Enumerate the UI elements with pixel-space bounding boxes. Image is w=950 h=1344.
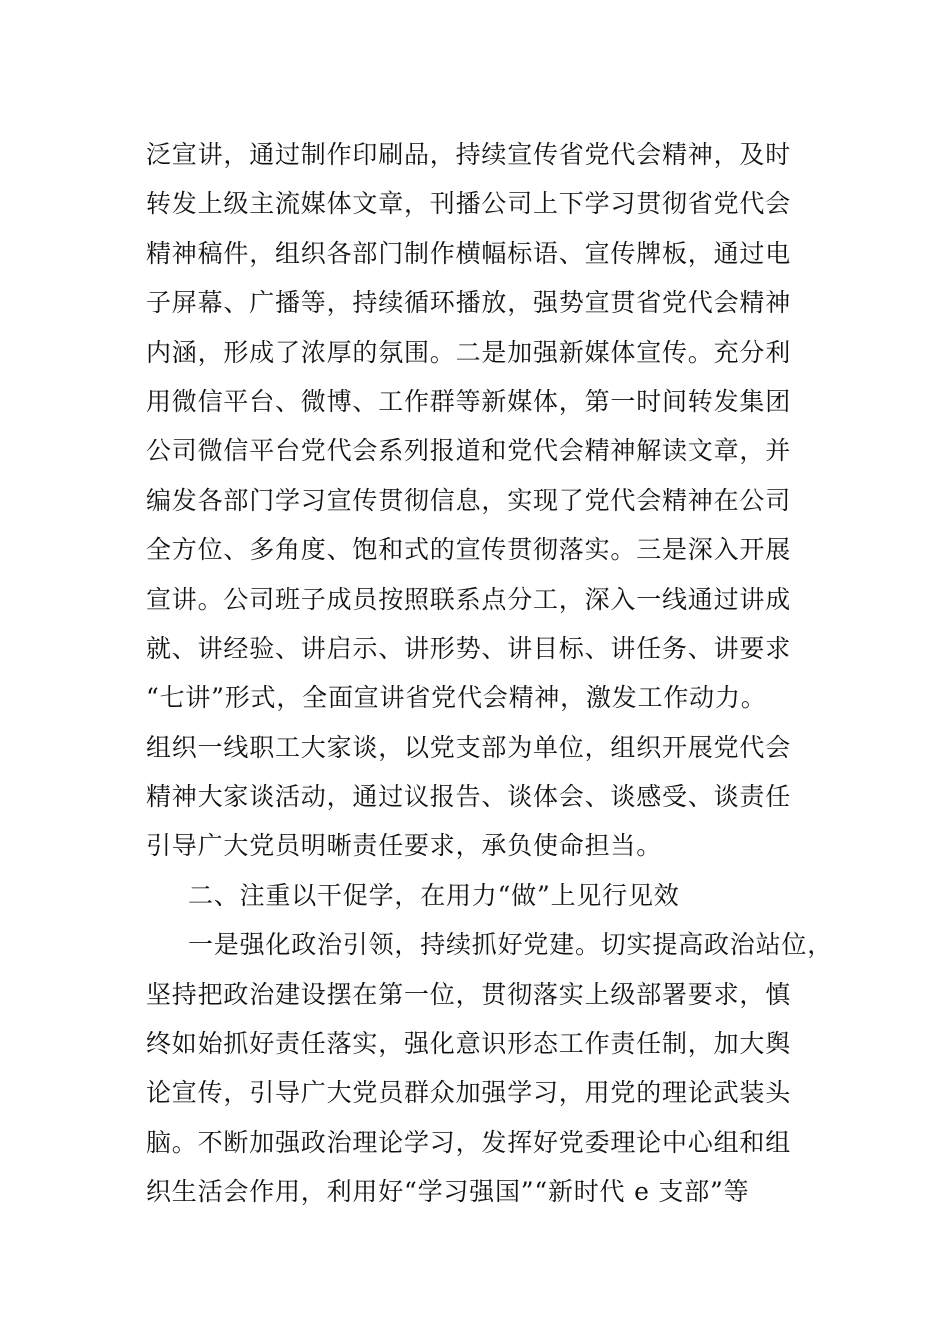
text-line: 引导广大党员明晰责任要求，承负使命担当。 xyxy=(146,831,663,861)
text-line: 精神大家谈活动，通过议报告、谈体会、谈感受、谈责任 xyxy=(146,782,792,812)
text-line: “七讲”形式，全面宣讲省党代会精神，激发工作动力。 xyxy=(146,683,767,713)
text-line: 全方位、多角度、饱和式的宣传贯彻落实。三是深入开展 xyxy=(146,535,792,565)
paragraph-first-line: 一是强化政治引领，持续抓好党建。切实提高政治站位， xyxy=(188,930,834,960)
text-line: 终如始抓好责任落实，强化意识形态工作责任制，加大舆 xyxy=(146,1029,792,1059)
text-line: 宣讲。公司班子成员按照联系点分工，深入一线通过讲成 xyxy=(146,584,792,614)
section-heading: 二、注重以干促学，在用力“做”上见行见效 xyxy=(188,880,680,910)
text-line: 用微信平台、微博、工作群等新媒体，第一时间转发集团 xyxy=(146,386,792,416)
text-line: 编发各部门学习宣传贯彻信息，实现了党代会精神在公司 xyxy=(146,485,792,515)
text-line: 就、讲经验、讲启示、讲形势、讲目标、讲任务、讲要求 xyxy=(146,633,792,663)
text-line: 公司微信平台党代会系列报道和党代会精神解读文章，并 xyxy=(146,436,792,466)
text-line: 子屏幕、广播等，持续循环播放，强势宣贯省党代会精神 xyxy=(146,288,792,318)
text-line: 内涵，形成了浓厚的氛围。二是加强新媒体宣传。充分利 xyxy=(146,337,792,367)
text-line: 组织一线职工大家谈，以党支部为单位，组织开展党代会 xyxy=(146,732,792,762)
text-line: 转发上级主流媒体文章，刊播公司上下学习贯彻省党代会 xyxy=(146,189,792,219)
text-line: 泛宣讲，通过制作印刷品，持续宣传省党代会精神，及时 xyxy=(146,140,792,169)
text-line: 坚持把政治建设摆在第一位，贯彻落实上级部署要求，慎 xyxy=(146,979,792,1009)
text-line: 织生活会作用，利用好“学习强国”“新时代 e 支部”等 xyxy=(146,1177,750,1207)
text-line: 脑。不断加强政治理论学习，发挥好党委理论中心组和组 xyxy=(146,1127,792,1157)
text-line: 论宣传，引导广大党员群众加强学习，用党的理论武装头 xyxy=(146,1078,792,1108)
body-text xyxy=(146,130,836,1217)
text-line: 精神稿件，组织各部门制作横幅标语、宣传牌板，通过电 xyxy=(146,238,792,268)
